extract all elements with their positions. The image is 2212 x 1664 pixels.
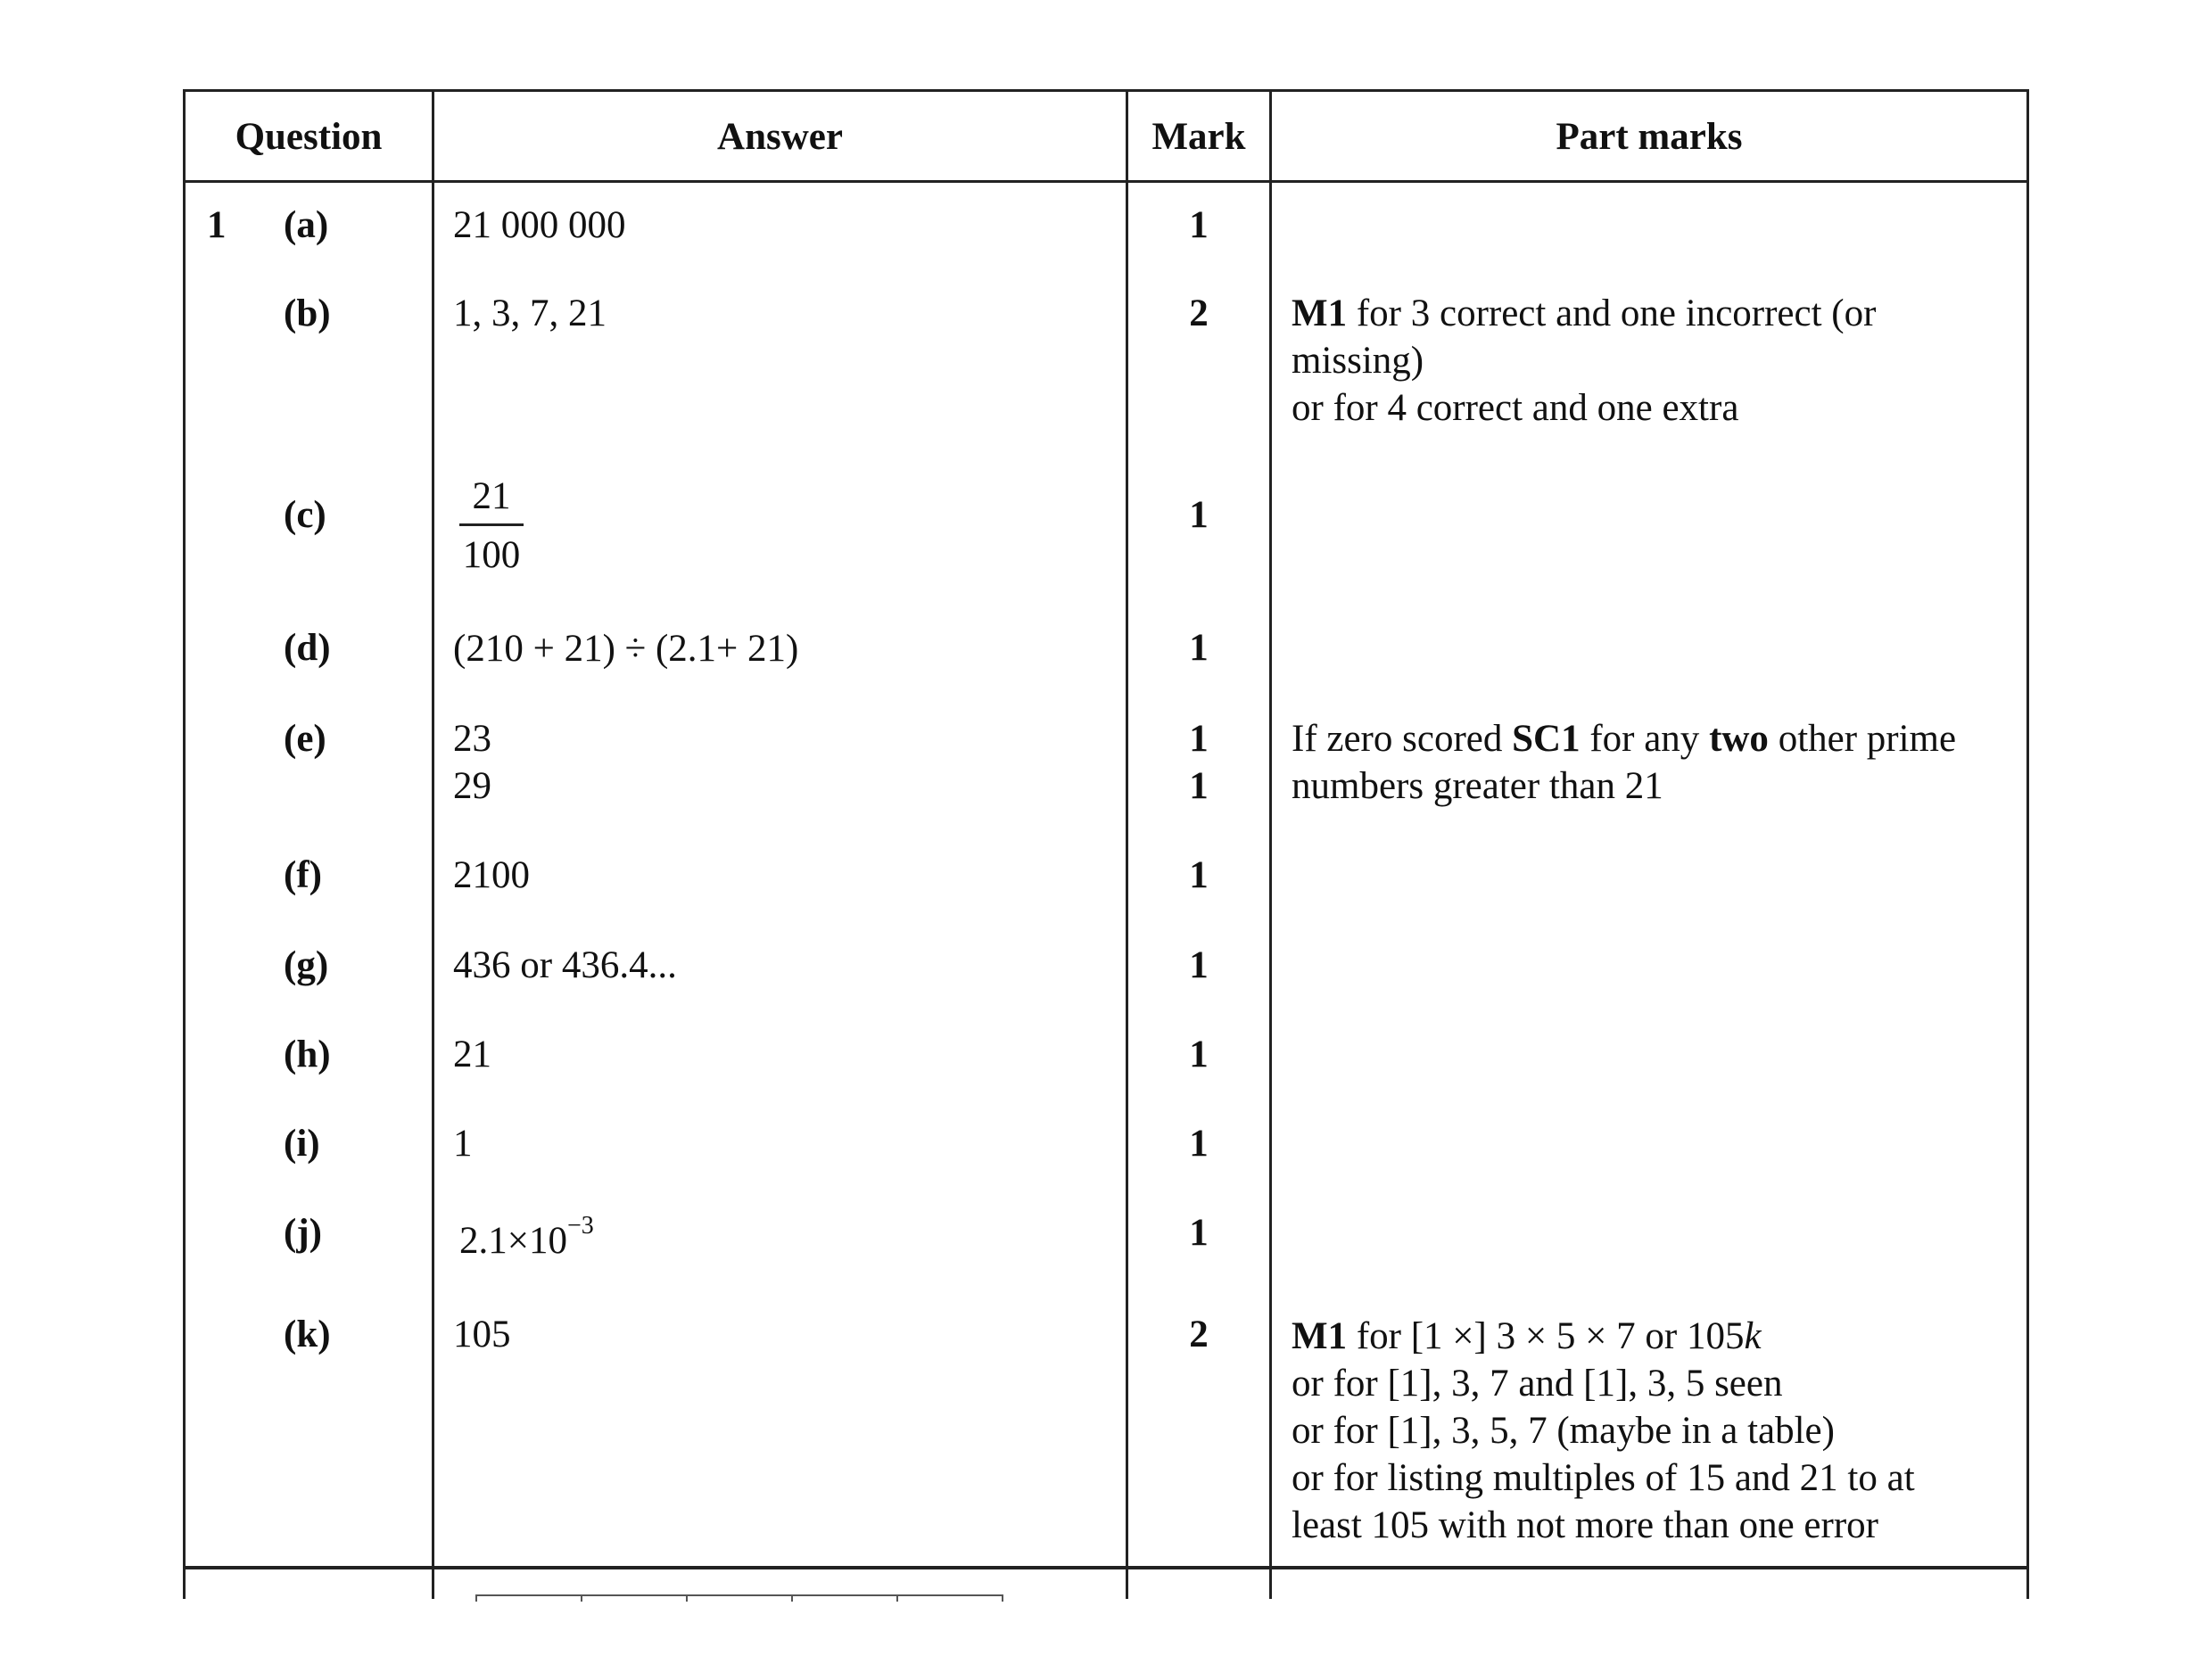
mark-f: 1 — [1189, 854, 1209, 896]
mark-e-2: 1 — [1189, 765, 1209, 807]
answer-j-exponent: −3 — [567, 1212, 594, 1240]
next-row-table-cell-edge — [1002, 1594, 1003, 1602]
question-number: 1 — [207, 204, 227, 246]
answer-i: 1 — [453, 1123, 473, 1165]
part-marks-k-line-4: or for listing multiples of 15 and 21 to at — [1292, 1457, 1915, 1499]
special-case-label: SC1 — [1512, 718, 1581, 760]
answer-k: 105 — [453, 1314, 511, 1355]
answer-a: 21 000 000 — [453, 204, 626, 246]
mark-h: 1 — [1189, 1034, 1209, 1075]
mark-a: 1 — [1189, 204, 1209, 246]
column-divider-question — [432, 89, 434, 1599]
emphasis-two: two — [1709, 718, 1769, 760]
part-label-j: (j) — [284, 1212, 322, 1254]
mark-j: 1 — [1189, 1212, 1209, 1254]
part-marks-e-text-1: If zero scored — [1292, 718, 1513, 760]
part-marks-k — [1292, 1313, 2014, 1549]
part-label-d: (d) — [284, 627, 331, 669]
part-marks-b — [1292, 290, 2014, 432]
next-row-table-cell-edge — [475, 1594, 477, 1602]
part-marks-k-line-3: or for [1], 3, 5, 7 (maybe in a table) — [1292, 1410, 1835, 1452]
answer-j — [459, 1212, 594, 1264]
next-row-table-cell-edge — [791, 1594, 793, 1602]
part-marks-e — [1292, 715, 2014, 810]
part-label-g: (g) — [284, 944, 329, 986]
mark-c: 1 — [1189, 494, 1209, 536]
next-row-table-cell-edge — [686, 1594, 688, 1602]
part-label-k: (k) — [284, 1314, 331, 1355]
part-label-i: (i) — [284, 1123, 320, 1165]
mark-k: 2 — [1189, 1314, 1209, 1355]
part-marks-e-text-2: for any — [1580, 718, 1710, 760]
header-question: Question — [235, 116, 383, 158]
answer-f: 2100 — [453, 854, 530, 896]
method-mark-label: M1 — [1292, 292, 1348, 334]
method-mark-label: M1 — [1292, 1315, 1348, 1357]
part-label-b: (b) — [284, 292, 331, 334]
part-marks-k-line-2: or for [1], 3, 7 and [1], 3, 5 seen — [1292, 1363, 1783, 1405]
part-marks-b-line-3: or for 4 correct and one extra — [1292, 387, 1739, 429]
part-marks-e-text-3: other prime — [1768, 718, 1957, 760]
answer-d: (210 + 21) ÷ (2.1+ 21) — [453, 628, 799, 670]
part-label-a: (a) — [284, 204, 329, 246]
fraction-bar — [459, 523, 524, 526]
mark-b: 2 — [1189, 292, 1209, 334]
header-part-marks: Part marks — [1556, 116, 1743, 158]
next-row-table-cell-edge — [896, 1594, 898, 1602]
answer-c-fraction — [459, 473, 524, 579]
answer-e-1: 23 — [453, 718, 491, 760]
part-label-e: (e) — [284, 718, 326, 760]
fraction-numerator: 21 — [472, 475, 511, 517]
header-mark: Mark — [1151, 116, 1246, 158]
answer-j-base: 2.1×10 — [459, 1220, 568, 1262]
answer-g: 436 or 436.4... — [453, 944, 677, 986]
mark-i: 1 — [1189, 1123, 1209, 1165]
answer-b: 1, 3, 7, 21 — [453, 292, 607, 334]
part-label-h: (h) — [284, 1034, 331, 1075]
next-row-table-cell-edge — [581, 1594, 582, 1602]
header-answer: Answer — [717, 116, 843, 158]
part-marks-b-line-1: for 3 correct and one incorrect (or — [1347, 292, 1877, 334]
answer-e-2: 29 — [453, 765, 491, 807]
mark-e-1: 1 — [1189, 718, 1209, 760]
part-marks-e-line-2: numbers greater than 21 — [1292, 765, 1663, 807]
answer-h: 21 — [453, 1034, 491, 1075]
header-divider — [183, 180, 2029, 183]
mark-g: 1 — [1189, 944, 1209, 986]
next-row-table-top-edge — [475, 1594, 1003, 1596]
fraction-denominator: 100 — [462, 534, 521, 576]
part-marks-b-line-2: missing) — [1292, 340, 1424, 382]
variable-k: k — [1744, 1315, 1762, 1357]
table-bottom-border — [183, 1566, 2029, 1569]
part-marks-k-line-1: for [1 ×] 3 × 5 × 7 or 105 — [1347, 1315, 1745, 1357]
mark-d: 1 — [1189, 627, 1209, 669]
part-label-f: (f) — [284, 854, 322, 896]
part-marks-k-line-5: least 105 with not more than one error — [1292, 1504, 1878, 1546]
part-label-c: (c) — [284, 494, 326, 536]
